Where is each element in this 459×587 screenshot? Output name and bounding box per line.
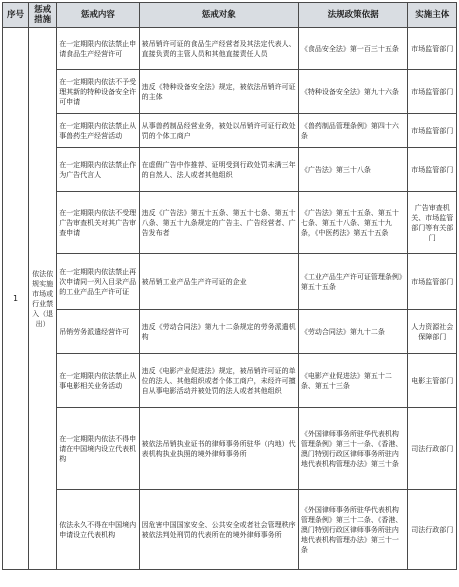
content-cell: 在一定期限内依法不得申请在中国境内设立代表机构 [57, 408, 139, 490]
target-cell: 在虚假广告中作推荐、证明受到行政处罚未满三年的自然人、法人或者其他组织 [139, 148, 298, 192]
subject-cell: 市场监管部门 [408, 148, 457, 192]
target-cell: 从事兽药制品经营业务，被处以吊销许可证行政处罚的个体工商户 [139, 114, 298, 148]
subject-cell: 司法行政部门 [408, 408, 457, 490]
table-row [3, 354, 457, 408]
basis-cell: 《电影产业促进法》第五十二条、第五十三条 [298, 354, 408, 408]
content-cell: 依法永久不得在中国境内申请设立代表机构 [57, 490, 139, 570]
table-row [3, 148, 457, 192]
basis-cell: 《广告法》第五十五条、第五十七条、第五十八条、第五十九条，《中医药法》第五十五条 [298, 192, 408, 254]
table-row [3, 490, 457, 570]
table-row [3, 310, 457, 354]
content-cell: 在一定期限内依法禁止从事电影相关业务活动 [57, 354, 139, 408]
header-content: 惩戒内容 [57, 3, 139, 28]
basis-cell: 《食品安全法》第一百三十五条 [298, 28, 408, 70]
header-target: 惩戒对象 [139, 3, 298, 28]
content-cell: 在一定期限内依法禁止申请食品生产经营许可 [57, 28, 139, 70]
measure-cell: 依法依规实施市场或行业禁入（退出） [28, 28, 56, 570]
target-cell: 被吊销工业产品生产许可证的企业 [139, 254, 298, 310]
basis-cell: 《工业产品生产许可证管理条例》第五十五条 [298, 254, 408, 310]
content-cell: 在一定期限内依法不受理广告审查机关对其广告审查申请 [57, 192, 139, 254]
subject-cell: 市场监管部门 [408, 114, 457, 148]
basis-cell: 《广告法》第三十八条 [298, 148, 408, 192]
basis-cell: 《特种设备安全法》第九十六条 [298, 70, 408, 114]
target-cell: 违反《劳动合同法》第九十二条规定的劳务派遣机构 [139, 310, 298, 354]
target-cell: 违反《特种设备安全法》规定，被依法吊销许可证的主体 [139, 70, 298, 114]
table-row [3, 254, 457, 310]
target-cell: 违反《广告法》第五十五条、第五十七条、第五十八条、第五十九条规定的广告主、广告经营者、广告发布者 [139, 192, 298, 254]
table-row [3, 408, 457, 490]
sanctions-table [2, 2, 457, 570]
header-measure: 惩戒措施 [28, 3, 56, 28]
subject-cell: 司法行政部门 [408, 490, 457, 570]
seq-cell: 1 [3, 28, 29, 570]
table-row [3, 28, 457, 70]
header-seq: 序号 [3, 3, 29, 28]
header-basis: 法规政策依据 [298, 3, 408, 28]
target-cell: 违反《电影产业促进法》规定，被吊销许可证的单位的法人、其他组织或者个体工商户，未经许可擅自从事电影活动并被处罚的法人或者其他组织 [139, 354, 298, 408]
subject-cell: 市场监管部门 [408, 28, 457, 70]
target-cell: 因危害中国国家安全、公共安全或者社会管理秩序被依法判处刑罚的代表所在的境外律师事务所 [139, 490, 298, 570]
subject-cell: 市场监管部门 [408, 70, 457, 114]
content-cell: 在一定期限内依法禁止作为广告代言人 [57, 148, 139, 192]
table-row [3, 192, 457, 254]
subject-cell: 电影主管部门 [408, 354, 457, 408]
subject-cell: 广告审查机关、市场监管部门等有关部门 [408, 192, 457, 254]
basis-cell: 《劳动合同法》第九十二条 [298, 310, 408, 354]
table-header-row [3, 3, 457, 28]
table-row [3, 70, 457, 114]
target-cell: 被吊销许可证的食品生产经营者及其法定代表人、直接负责的主管人员和其他直接责任人员 [139, 28, 298, 70]
basis-cell: 《兽药制品管理条例》第四十六条 [298, 114, 408, 148]
content-cell: 在一定期限内依法禁止从事兽药生产经营活动 [57, 114, 139, 148]
subject-cell: 市场监管部门 [408, 254, 457, 310]
header-subject: 实施主体 [408, 3, 457, 28]
content-cell: 在一定期限内依法禁止再次申请同一列入目录产品的工业产品生产许可证 [57, 254, 139, 310]
basis-cell: 《外国律师事务所驻华代表机构管理条例》第三十一条、《香港、澳门特别行政区律师事务所驻内地代表机构管理办法》第三十条 [298, 408, 408, 490]
content-cell: 吊销劳务派遣经营许可 [57, 310, 139, 354]
basis-cell: 《外国律师事务所驻华代表机构管理条例》第三十二条、《香港、澳门特别行政区律师事务所驻内地代表机构管理办法》第三十一条 [298, 490, 408, 570]
content-cell: 在一定期限内依法不予受理其新的特种设备安全许可申请 [57, 70, 139, 114]
target-cell: 被依法吊销执业证书的律师事务所驻华（内地）代表机构执业执照的境外律师事务所 [139, 408, 298, 490]
table-row [3, 114, 457, 148]
subject-cell: 人力资源社会保障部门 [408, 310, 457, 354]
